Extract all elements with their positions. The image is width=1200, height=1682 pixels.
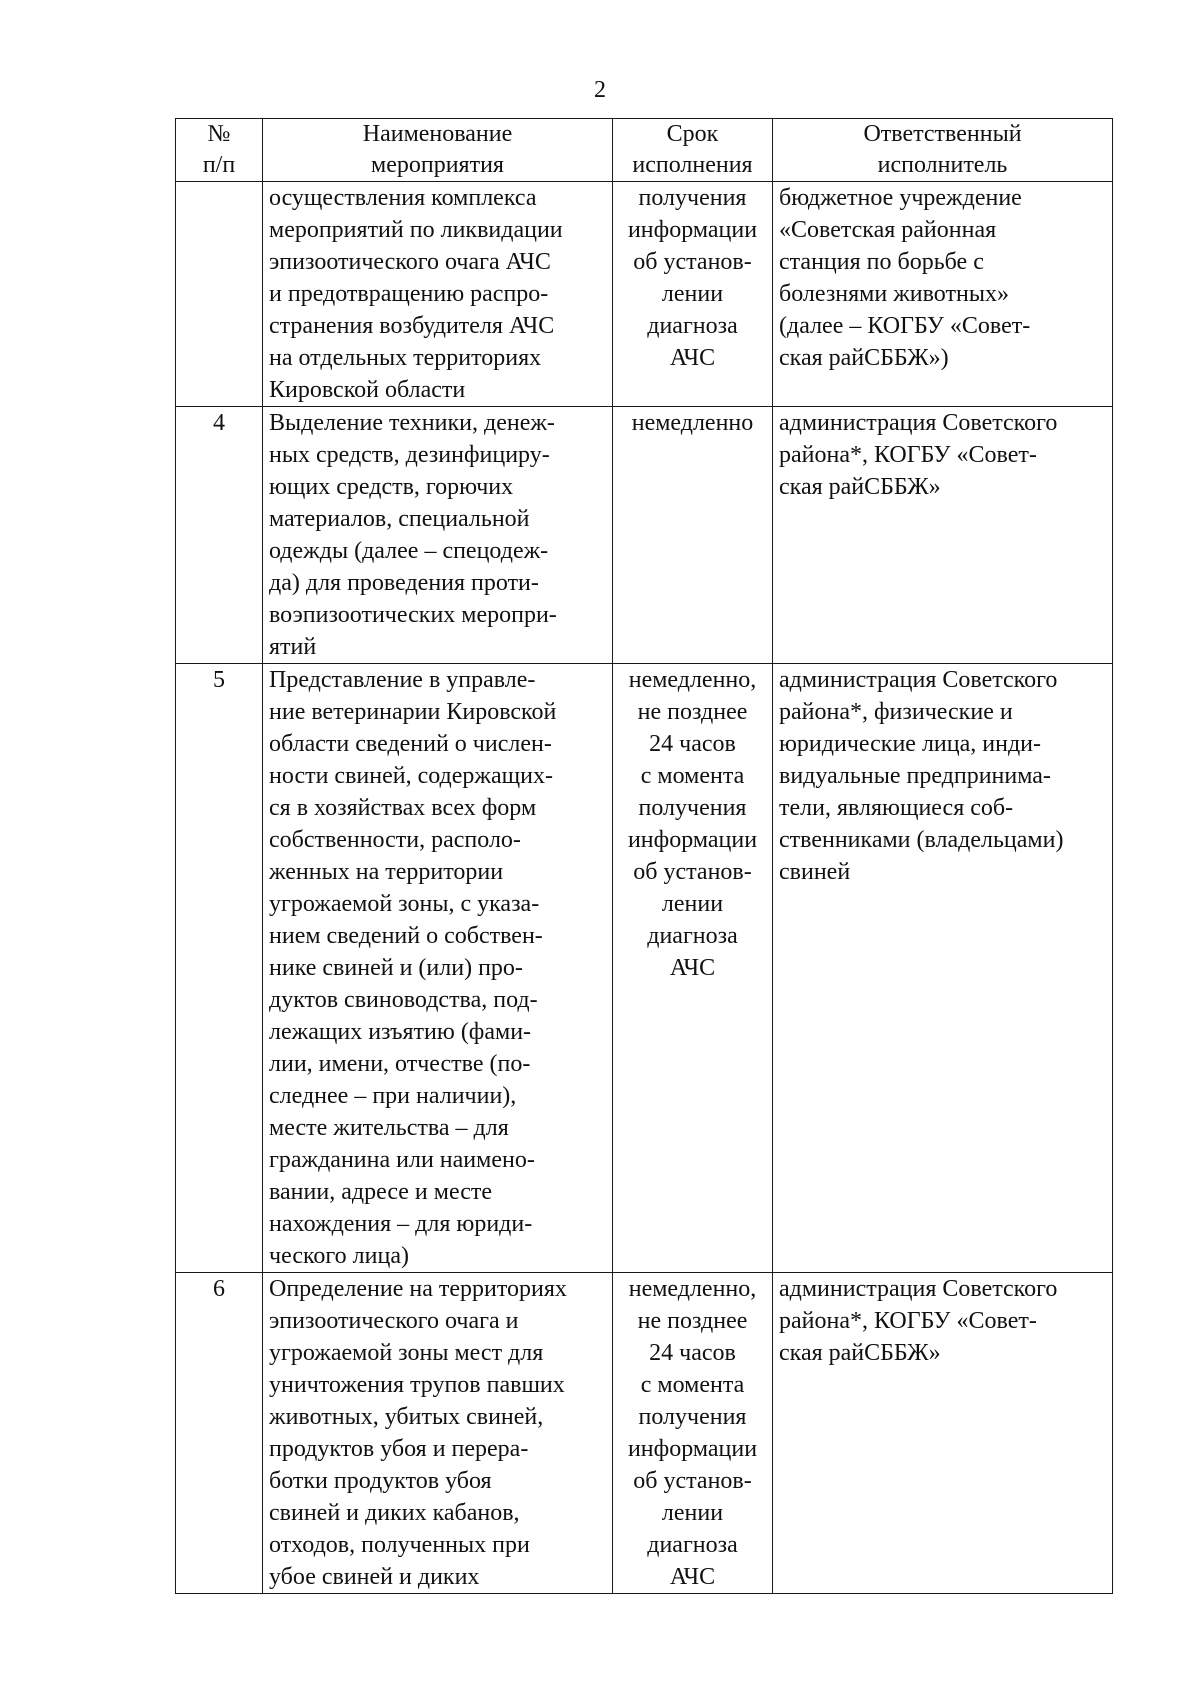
cell-line: АЧС xyxy=(669,955,716,981)
cell-line: тели, являющиеся соб- xyxy=(779,795,1014,821)
cell-line: района*, физические и xyxy=(779,699,1013,725)
cell-line: администрация Советского xyxy=(779,1276,1058,1302)
cell-number: 4 xyxy=(176,407,263,664)
cell-line: исполнитель xyxy=(877,152,1008,178)
cell-line: мероприятия xyxy=(371,152,504,178)
table-row xyxy=(176,664,1113,1273)
cell-line: ская райСББЖ» xyxy=(779,474,941,500)
cell-line: не позднее xyxy=(637,699,748,725)
cell-line: собственности, располо- xyxy=(269,827,521,853)
table-row xyxy=(176,407,1113,664)
cell-line: гражданина или наимено- xyxy=(269,1147,535,1173)
cell-line: на отдельных территориях xyxy=(269,345,542,371)
cell-line: эпизоотического очага и xyxy=(269,1308,519,1334)
cell-line: ботки продуктов убоя xyxy=(269,1468,492,1494)
cell-line: лении xyxy=(661,1500,724,1526)
cell-line: Ответственный xyxy=(863,121,1022,147)
cell-line: информации xyxy=(627,217,758,243)
cell-line: странения возбудителя АЧС xyxy=(269,313,555,339)
cell-line: угрожаемой зоны, с указа- xyxy=(269,891,540,917)
cell-line: «Советская районная xyxy=(779,217,997,243)
cell-line: эпизоотического очага АЧС xyxy=(269,249,551,275)
cell-measure-name xyxy=(263,407,613,664)
cell-line: убое свиней и диких xyxy=(269,1564,480,1590)
table-body xyxy=(176,182,1113,1594)
cell-line: да) для проведения проти- xyxy=(269,570,539,596)
cell-line: уничтожения трупов павших xyxy=(269,1372,565,1398)
cell-line: ятий xyxy=(269,634,317,660)
cell-line: одежды (далее – спецодеж- xyxy=(269,538,549,564)
cell-line: администрация Советского xyxy=(779,667,1058,693)
table-row xyxy=(176,182,1113,407)
header-measure-name xyxy=(263,119,613,182)
cell-line: Определение на территориях xyxy=(269,1276,567,1302)
cell-deadline xyxy=(613,1273,773,1594)
cell-line: свиней xyxy=(779,859,851,885)
cell-line: п/п xyxy=(202,152,236,178)
cell-line: ческого лица) xyxy=(269,1243,409,1269)
cell-line: немедленно, xyxy=(628,667,757,693)
cell-deadline xyxy=(613,664,773,1273)
cell-line: немедленно, xyxy=(628,1276,757,1302)
cell-line: юридические лица, инди- xyxy=(779,731,1042,757)
cell-line: района*, КОГБУ «Совет- xyxy=(779,1308,1037,1334)
cell-number: 6 xyxy=(176,1273,263,1594)
cell-line: бюджетное учреждение xyxy=(779,185,1022,211)
cell-line: осуществления комплекса xyxy=(269,185,537,211)
cell-line: не позднее xyxy=(637,1308,748,1334)
cell-line: станция по борьбе с xyxy=(779,249,984,275)
header-number xyxy=(176,119,263,182)
cell-line: ющих средств, горючих xyxy=(269,474,514,500)
cell-line: женных на территории xyxy=(269,859,504,885)
cell-responsible xyxy=(773,407,1113,664)
cell-line: месте жительства – для xyxy=(269,1115,509,1141)
cell-line: диагноза xyxy=(647,313,738,339)
cell-line: нике свиней и (или) про- xyxy=(269,955,523,981)
cell-line: угрожаемой зоны мест для xyxy=(269,1340,544,1366)
cell-line: АЧС xyxy=(669,345,716,371)
cell-line: следнее – при наличии), xyxy=(269,1083,517,1109)
cell-line: области сведений о числен- xyxy=(269,731,552,757)
cell-line: дуктов свиноводства, под- xyxy=(269,987,538,1013)
cell-measure-name xyxy=(263,664,613,1273)
cell-line: Представление в управле- xyxy=(269,667,536,693)
cell-line: немедленно xyxy=(631,410,754,436)
cell-line: ности свиней, содержащих- xyxy=(269,763,553,789)
cell-line: Кировской области xyxy=(269,377,466,403)
cell-line: лении xyxy=(661,281,724,307)
cell-responsible xyxy=(773,182,1113,407)
cell-line: вании, адресе и месте xyxy=(269,1179,492,1205)
cell-line: 24 часов xyxy=(649,731,736,757)
cell-line: лении xyxy=(661,891,724,917)
cell-line: нахождения – для юриди- xyxy=(269,1211,533,1237)
cell-line: лежащих изъятию (фами- xyxy=(269,1019,532,1045)
cell-line: ных средств, дезинфициру- xyxy=(269,442,550,468)
cell-line: продуктов убоя и перера- xyxy=(269,1436,529,1462)
cell-deadline xyxy=(613,407,773,664)
cell-line: воэпизоотических меропри- xyxy=(269,602,557,628)
cell-line: об установ- xyxy=(633,859,752,885)
cell-line: ние ветеринарии Кировской xyxy=(269,699,557,725)
cell-line: и предотвращению распро- xyxy=(269,281,549,307)
cell-line: получения xyxy=(638,795,747,821)
cell-line: диагноза xyxy=(647,1532,738,1558)
page-number: 2 xyxy=(594,77,606,103)
header-deadline xyxy=(613,119,773,182)
cell-line: 24 часов xyxy=(649,1340,736,1366)
cell-line: информации xyxy=(627,827,758,853)
cell-responsible xyxy=(773,664,1113,1273)
cell-line: ственниками (владельцами) xyxy=(779,827,1064,853)
cell-line: исполнения xyxy=(632,152,753,178)
measures-table xyxy=(175,118,1113,1594)
cell-responsible xyxy=(773,1273,1113,1594)
table-header-row xyxy=(176,119,1113,182)
cell-line: Срок xyxy=(666,121,719,147)
cell-line: Наименование xyxy=(362,121,513,147)
cell-measure-name xyxy=(263,182,613,407)
cell-line: района*, КОГБУ «Совет- xyxy=(779,442,1037,468)
header-responsible xyxy=(773,119,1113,182)
cell-line: получения xyxy=(638,1404,747,1430)
cell-line: с момента xyxy=(640,1372,745,1398)
cell-line: информации xyxy=(627,1436,758,1462)
cell-line: мероприятий по ликвидации xyxy=(269,217,563,243)
cell-line: материалов, специальной xyxy=(269,506,530,532)
cell-deadline xyxy=(613,182,773,407)
cell-number: 5 xyxy=(176,664,263,1273)
cell-line: видуальные предпринима- xyxy=(779,763,1051,789)
cell-line: с момента xyxy=(640,763,745,789)
cell-line: лии, имени, отчестве (по- xyxy=(269,1051,531,1077)
cell-number xyxy=(176,182,263,407)
cell-line: ся в хозяйствах всех форм xyxy=(269,795,537,821)
table-row xyxy=(176,1273,1113,1594)
cell-line: Выделение техники, денеж- xyxy=(269,410,555,436)
cell-line: ская райСББЖ») xyxy=(779,345,949,371)
cell-line: АЧС xyxy=(669,1564,716,1590)
cell-line: (далее – КОГБУ «Совет- xyxy=(779,313,1031,339)
cell-line: животных, убитых свиней, xyxy=(269,1404,544,1430)
cell-line: об установ- xyxy=(633,249,752,275)
cell-line: болезнями животных» xyxy=(779,281,1009,307)
cell-measure-name xyxy=(263,1273,613,1594)
cell-line: получения xyxy=(638,185,747,211)
cell-line: диагноза xyxy=(647,923,738,949)
cell-line: ская райСББЖ» xyxy=(779,1340,941,1366)
cell-line: свиней и диких кабанов, xyxy=(269,1500,520,1526)
cell-line: нием сведений о собствен- xyxy=(269,923,543,949)
cell-line: № xyxy=(207,121,231,147)
cell-line: об установ- xyxy=(633,1468,752,1494)
cell-line: отходов, полученных при xyxy=(269,1532,530,1558)
cell-line: администрация Советского xyxy=(779,410,1058,436)
